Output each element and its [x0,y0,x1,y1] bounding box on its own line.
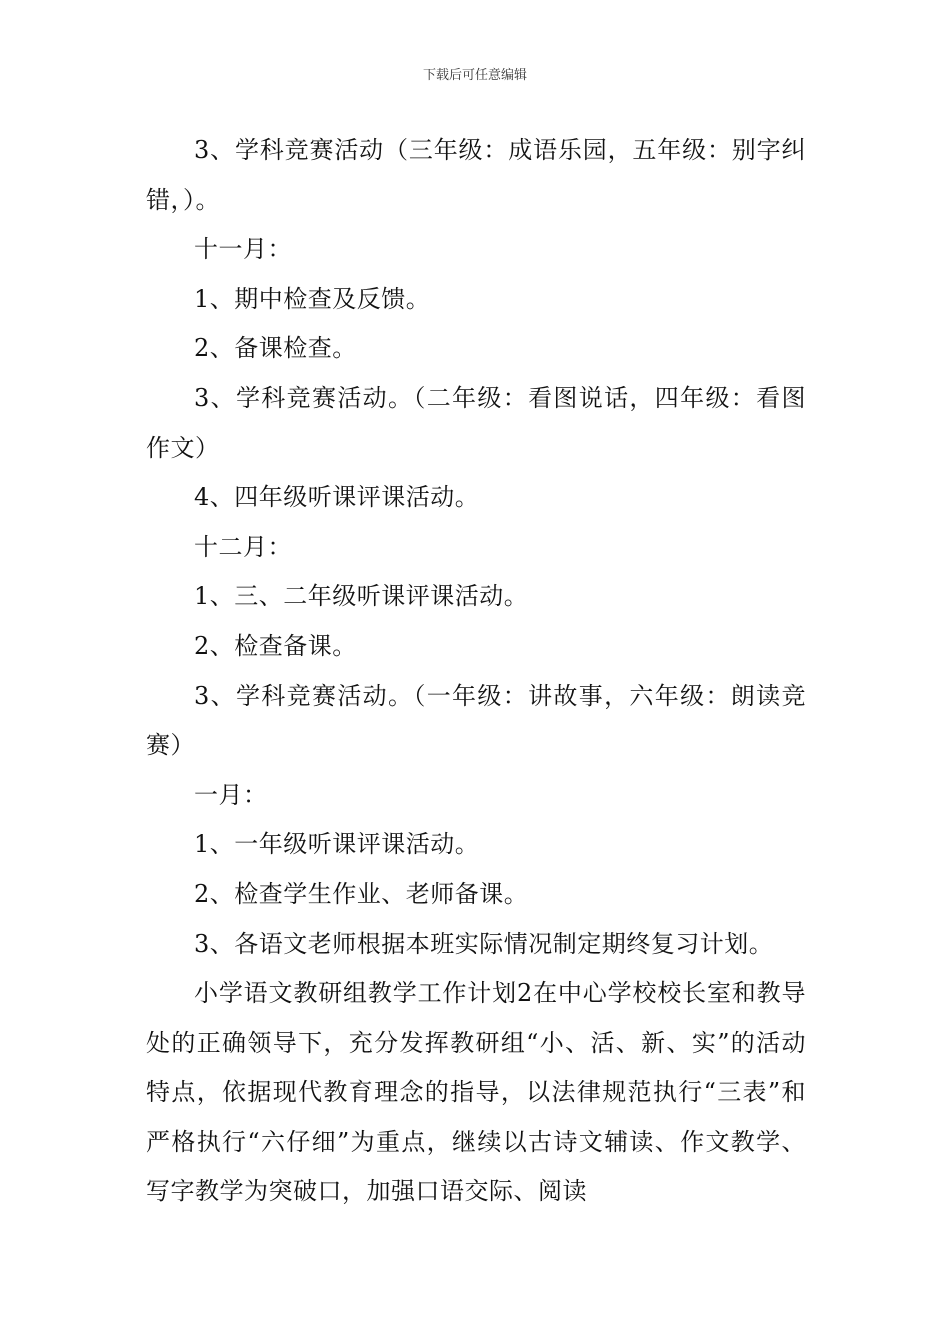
paragraph: 3、学科竞赛活动。（二年级：看图说话，四年级：看图作文） [146,383,806,462]
paragraph: 2、检查学生作业、老师备课。 [194,879,529,908]
page-header: 下载后可任意编辑 [422,68,527,83]
paragraph: 2、备课检查。 [194,334,357,363]
paragraph: 1、期中检查及反馈。 [194,284,431,313]
paragraph: 1、三、二年级听课评课活动。 [194,582,529,611]
paragraph: 3、学科竞赛活动（三年级：成语乐园，五年级：别字纠错，）。 [146,136,806,214]
paragraph: 一月： [194,780,268,809]
paragraph: 1、一年级听课评课活动。 [194,830,480,859]
paragraph: 3、各语文老师根据本班实际情况制定期终复习计划。 [194,929,774,958]
document-body [146,126,806,1217]
paragraph: 2、检查备课。 [194,631,357,660]
paragraph: 小学语文教研组教学工作计划2在中心学校校长室和教导处的正确领导下，充分发挥教研组“小、活、新、实”的活动特点，依据现代教育理念的指导，以法律规范执行“三表”和严格执行“六仔细”为重点，继续以古诗文辅读、作文教学、写字教学为突破口，加强口语交际、阅读 [146,979,806,1206]
paragraph: 3、学科竞赛活动。（一年级：讲故事，六年级：朗读竞赛） [146,681,806,760]
paragraph: 十二月： [194,532,292,561]
paragraph: 十一月： [194,235,292,264]
paragraph: 4、四年级听课评课活动。 [194,483,480,512]
